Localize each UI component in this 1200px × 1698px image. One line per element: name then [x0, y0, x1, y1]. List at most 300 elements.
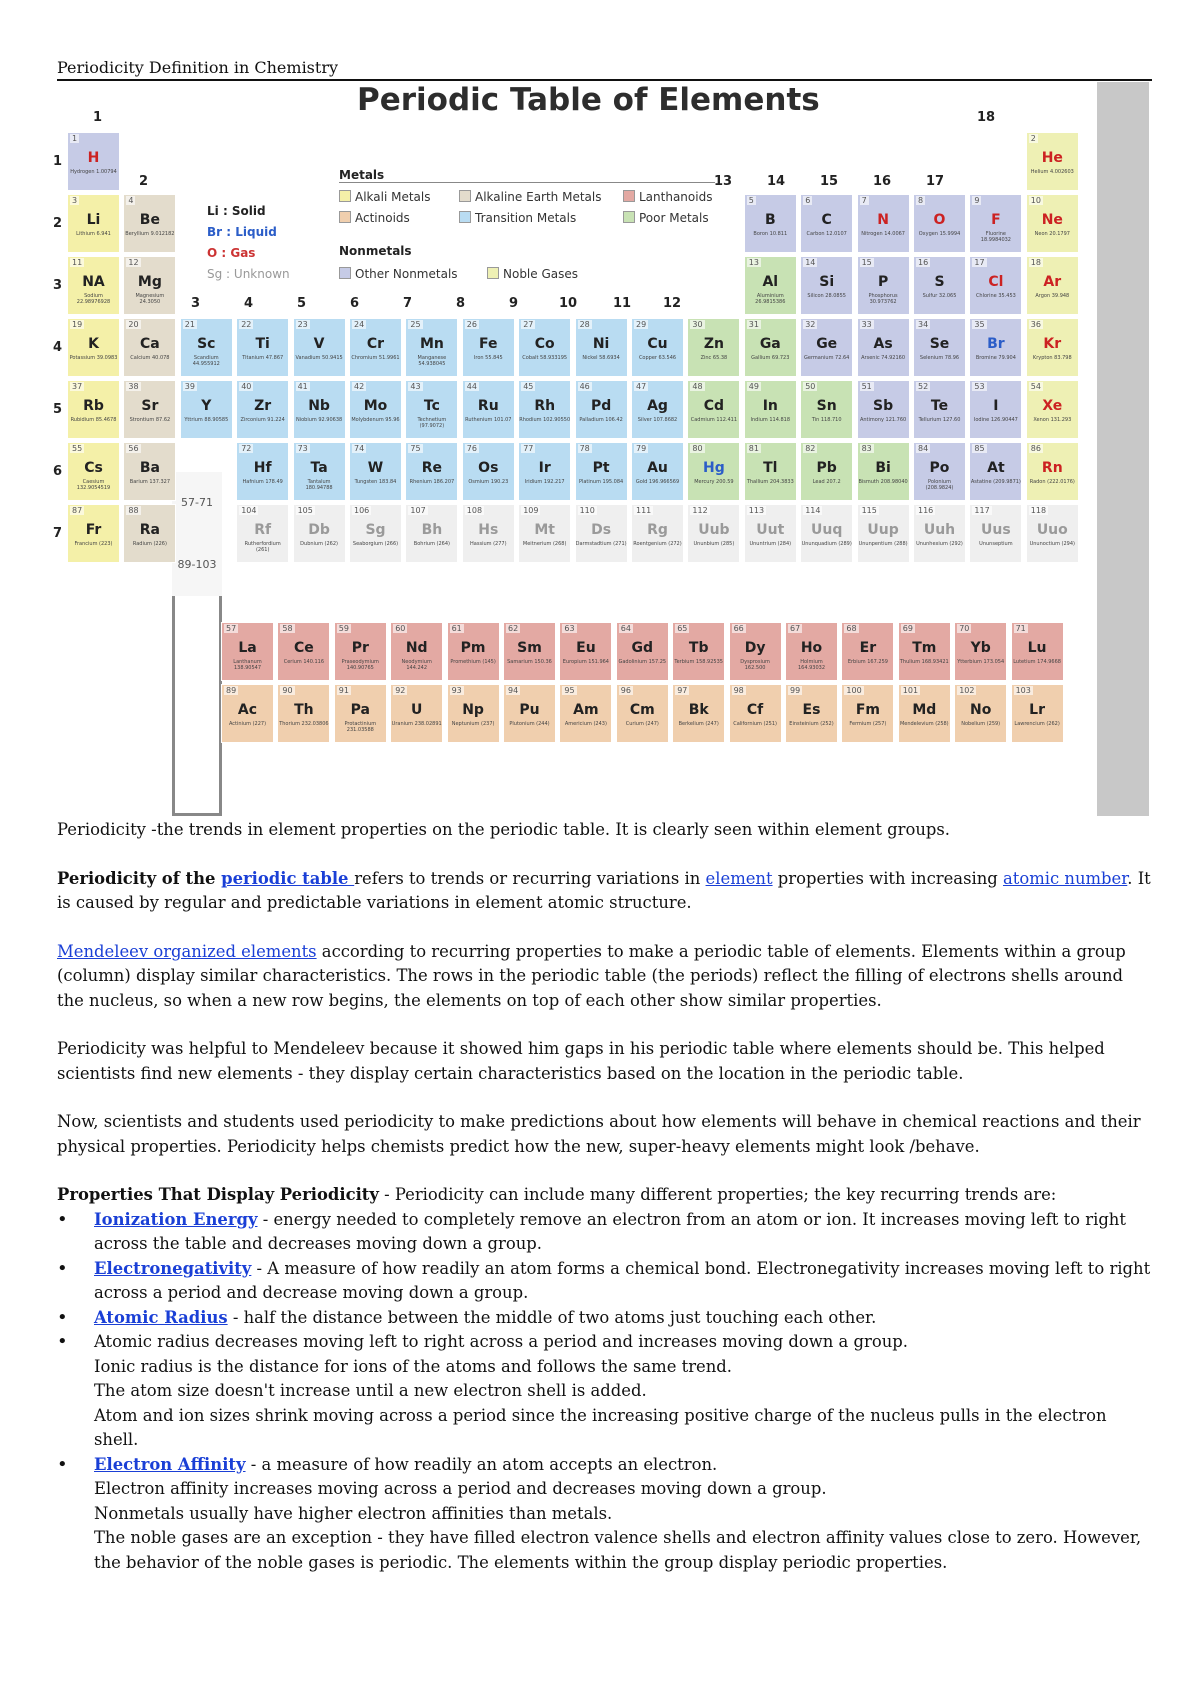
element-name: Silicon 28.0855 [807, 293, 846, 299]
element-name: Erbium 167.259 [847, 659, 888, 665]
element-symbol: NA [82, 274, 105, 290]
element-symbol: Tm [912, 640, 937, 656]
element-cell-db [293, 504, 346, 563]
period-label-4: 4 [53, 340, 63, 355]
atomic-number: 62 [508, 624, 519, 633]
legend-alkaline-earth: Alkaline Earth Metals [459, 190, 601, 204]
atomic-number: 26 [466, 320, 477, 329]
atomic-number: 90 [282, 686, 293, 695]
element-cell-hf [236, 442, 289, 501]
element-name: Terbium 158.92535 [674, 659, 723, 665]
element-name: Iron 55.845 [473, 355, 503, 361]
element-symbol: Ge [816, 336, 838, 352]
atomic-number: 23 [297, 320, 308, 329]
element-symbol: Md [912, 702, 937, 718]
atomic-number: 24 [354, 320, 365, 329]
legend-state-gas: O : Gas [207, 246, 256, 260]
group-label-14: 14 [767, 174, 786, 189]
element-symbol: Ir [538, 460, 551, 476]
element-cell-sg [349, 504, 402, 563]
atomic-number: 68 [846, 624, 857, 633]
element-symbol: At [987, 460, 1005, 476]
element-name: Europium 151.964 [562, 659, 609, 665]
element-symbol: Bk [688, 702, 709, 718]
atomic-number: 28 [579, 320, 590, 329]
element-cell-co [518, 318, 571, 377]
element-cell-ir [518, 442, 571, 501]
element-symbol: Mt [534, 522, 555, 538]
atomic-number: 4 [128, 196, 134, 205]
element-cell-md [898, 684, 951, 743]
atomic-number: 79 [636, 444, 647, 453]
element-symbol: Db [308, 522, 330, 538]
list-item-atomic-radius: • Atomic Radius - half the distance between the middle of two atoms just touching each other. [57, 1306, 1152, 1331]
atomic-number: 97 [677, 686, 688, 695]
element-symbol: Er [859, 640, 877, 656]
mendeleev-link[interactable]: Mendeleev organized elements [57, 941, 317, 961]
atomic-number: 113 [748, 506, 765, 515]
atomic-number: 82 [805, 444, 816, 453]
element-symbol: Sr [141, 398, 159, 414]
legend-metals-title: Metals [339, 168, 715, 183]
element-name: Einsteinium (252) [789, 721, 834, 727]
atomic-number: 43 [410, 382, 421, 391]
element-name: Thulium 168.93421 [899, 659, 949, 665]
element-cell-cr [349, 318, 402, 377]
element-cell-mt [518, 504, 571, 563]
element-cell-ne [1026, 194, 1079, 253]
body-text [57, 818, 1152, 1575]
element-cell-br [969, 318, 1022, 377]
legend-transition-metals: Transition Metals [459, 211, 576, 225]
element-cell-mn [405, 318, 458, 377]
element-symbol: Uuq [811, 522, 843, 538]
atomic-number: 88 [128, 506, 139, 515]
element-name: Radon (222.0176) [1029, 479, 1075, 485]
element-name: Vanadium 50.9415 [295, 355, 343, 361]
element-symbol: Ds [591, 522, 612, 538]
atomic-number: 67 [790, 624, 801, 633]
element-name: Berkelium (247) [678, 721, 719, 727]
atomic-number: 66 [733, 624, 744, 633]
element-cell-y [180, 380, 233, 439]
element-symbol: Ne [1041, 212, 1063, 228]
atomic-number: 72 [241, 444, 252, 453]
element-name: Astatine (209.9871) [970, 479, 1021, 485]
paragraph-mendeleev: Mendeleev organized elements according to recurring properties to make a periodic table of elements. Elements within a group (column) display similar characteristics. The rows in the periodic table (the periods) reflect the filling of electrons shells around the nucleus, so when a new row begins, the elements on top of each other show similar properties. [57, 941, 1126, 1010]
element-name: Rhenium 186.207 [409, 479, 455, 485]
element-symbol: Sc [197, 336, 216, 352]
element-symbol: Cd [703, 398, 725, 414]
element-cell-cm [616, 684, 669, 743]
element-cell-pm [447, 622, 500, 681]
atomic-number: 32 [805, 320, 816, 329]
element-symbol: Mo [363, 398, 388, 414]
element-cell-ho [785, 622, 838, 681]
element-name: Zirconium 91.224 [240, 417, 285, 423]
properties-list [57, 1208, 1152, 1576]
element-cell-po [913, 442, 966, 501]
element-symbol: U [411, 702, 423, 718]
group-label-6: 6 [350, 296, 360, 311]
element-symbol: H [87, 150, 100, 166]
atomic-number: 94 [508, 686, 519, 695]
atomic-number: 48 [692, 382, 703, 391]
element-cell-li [67, 194, 120, 253]
atomic-number: 22 [241, 320, 252, 329]
element-cell-at [969, 442, 1022, 501]
element-symbol: Ra [139, 522, 160, 538]
element-cell-be [123, 194, 176, 253]
atomic-number: 106 [354, 506, 370, 515]
group-label-4: 4 [244, 296, 254, 311]
element-symbol: Al [762, 274, 779, 290]
element-name: Mendelevium (258) [899, 721, 949, 727]
element-symbol: Sn [816, 398, 837, 414]
electronegativity-link[interactable]: Electronegativity [94, 1258, 252, 1278]
element-cell-cs [67, 442, 120, 501]
element-name: Osmium 190.23 [468, 479, 509, 485]
element-name: Tantalum 180.94788 [305, 479, 333, 491]
element-symbol: Cr [366, 336, 385, 352]
element-cell-si [800, 256, 853, 315]
element-symbol: Rg [647, 522, 668, 538]
element-name: Argon 39.948 [1035, 293, 1070, 299]
element-cell-sr [123, 380, 176, 439]
element-name: Plutonium (244) [509, 721, 550, 727]
element-name: Ununbium (285) [693, 541, 735, 547]
ionization-energy-link[interactable]: Ionization Energy [94, 1209, 258, 1229]
element-name: Mercury 200.59 [694, 479, 734, 485]
element-cell-se [913, 318, 966, 377]
element-link[interactable]: element [705, 868, 773, 888]
element-symbol: Re [421, 460, 443, 476]
atomic-number: 8 [918, 196, 924, 205]
element-name: Promethium (145) [450, 659, 496, 665]
element-name: Bohrium (264) [413, 541, 450, 547]
atomic-number: 86 [1030, 444, 1041, 453]
element-name: Oxygen 15.9994 [918, 231, 961, 237]
atomic-number: 108 [466, 506, 483, 515]
element-cell-uuo [1026, 504, 1079, 563]
element-cell-w [349, 442, 402, 501]
element-cell-sm [503, 622, 556, 681]
element-cell-dy [729, 622, 782, 681]
element-symbol: I [993, 398, 999, 414]
element-cell-sc [180, 318, 233, 377]
element-symbol: Uus [981, 522, 1011, 538]
atomic-number: 42 [354, 382, 365, 391]
element-symbol: Ni [592, 336, 610, 352]
element-symbol: Ga [759, 336, 781, 352]
element-cell-ta [293, 442, 346, 501]
atomic-number: 91 [338, 686, 349, 695]
element-cell-pd [575, 380, 628, 439]
element-cell-nd [390, 622, 443, 681]
atomic-number: 1 [72, 134, 78, 143]
element-name: Californium (251) [733, 721, 777, 727]
atomic-number: 107 [410, 506, 426, 515]
element-name: Tungsten 183.84 [354, 479, 397, 485]
element-cell-xe [1026, 380, 1079, 439]
element-cell-uup [857, 504, 910, 563]
element-cell-uub [687, 504, 740, 563]
atomic-number: 47 [636, 382, 647, 391]
atomic-number: 99 [790, 686, 801, 695]
element-cell-na [67, 256, 120, 315]
atomic-number: 110 [579, 506, 595, 515]
atomic-radius-link[interactable]: Atomic Radius [94, 1307, 228, 1327]
atomic-number: 69 [902, 624, 913, 633]
element-cell-rh [518, 380, 571, 439]
element-symbol: Cu [647, 336, 668, 352]
element-symbol: Yb [970, 640, 991, 656]
element-symbol: Ac [237, 702, 258, 718]
element-cell-ce [277, 622, 330, 681]
atomic-number: 53 [974, 382, 985, 391]
element-cell-mg [123, 256, 176, 315]
element-symbol: Nd [405, 640, 428, 656]
element-cell-eu [559, 622, 612, 681]
element-cell-fr [67, 504, 120, 563]
element-cell-rg [631, 504, 684, 563]
atomic-number: 14 [805, 258, 816, 267]
element-symbol: C [821, 212, 832, 228]
element-name: Nitrogen 14.0067 [861, 231, 905, 237]
element-cell-tb [672, 622, 725, 681]
element-symbol: Au [647, 460, 668, 476]
atomic-number: 38 [128, 382, 139, 391]
element-symbol: Dy [744, 640, 766, 656]
group-label-2: 2 [139, 174, 149, 189]
atomic-number-link[interactable]: atomic number [1002, 868, 1128, 888]
element-cell-bh [405, 504, 458, 563]
atomic-number: 109 [523, 506, 539, 515]
atomic-number: 115 [861, 506, 877, 515]
element-name: Praseodymium 140.90765 [341, 659, 379, 671]
element-symbol: W [367, 460, 384, 476]
element-symbol: Uuo [1036, 522, 1068, 538]
atomic-number: 54 [1030, 382, 1041, 391]
element-symbol: Uuh [923, 522, 956, 538]
element-symbol: Rf [254, 522, 272, 538]
element-name: Helium 4.002603 [1030, 169, 1074, 175]
element-name: Scandium 44.955912 [192, 355, 220, 367]
element-symbol: P [877, 274, 889, 290]
element-name: Titanium 47.867 [242, 355, 284, 361]
element-name: Curium (247) [625, 721, 659, 727]
element-cell-hs [462, 504, 515, 563]
legend-poor-metals: Poor Metals [623, 211, 709, 225]
element-name: Ununoctium (294) [1029, 541, 1075, 547]
element-name: Strontium 87.62 [129, 417, 171, 423]
element-cell-os [462, 442, 515, 501]
element-symbol: Se [929, 336, 950, 352]
paragraph-predictions: Now, scientists and students used periodicity to make predictions about how elements will behave in chemical reactions and their physical properties. Periodicity helps chemists predict how the new, super-heavy elements might look /behave. [57, 1112, 1141, 1156]
element-cell-ra [123, 504, 176, 563]
atomic-number: 114 [805, 506, 821, 515]
group-label-13: 13 [714, 174, 733, 189]
element-cell-cf [729, 684, 782, 743]
group-label-16: 16 [873, 174, 892, 189]
element-name: Hydrogen 1.00794 [70, 169, 117, 175]
element-cell-te [913, 380, 966, 439]
element-name: Francium (223) [74, 541, 113, 547]
element-symbol: Os [478, 460, 499, 476]
atomic-number: 6 [805, 196, 811, 205]
atomic-number: 70 [959, 624, 970, 633]
element-cell-tl [744, 442, 797, 501]
element-name: Darmstadtium (271) [575, 541, 627, 547]
element-name: Rubidium 85.4678 [70, 417, 117, 423]
atomic-number: 25 [410, 320, 421, 329]
element-cell-al [744, 256, 797, 315]
element-cell-o [913, 194, 966, 253]
legend-actinoids: Actinoids [339, 211, 410, 225]
element-name: Sodium 22.98976928 [76, 293, 111, 305]
element-cell-np [447, 684, 500, 743]
element-symbol: Fr [85, 522, 102, 538]
element-symbol: Uup [867, 522, 899, 538]
figure-gray-margin [1097, 82, 1149, 816]
element-name: Ytterbium 173.054 [957, 659, 1005, 665]
element-symbol: Cm [629, 702, 655, 718]
element-cell-zn [687, 318, 740, 377]
atomic-number: 19 [72, 320, 83, 329]
atomic-number: 96 [620, 686, 631, 695]
element-name: Ununquadium (289) [801, 541, 852, 547]
element-symbol: Mn [419, 336, 444, 352]
element-name: Niobium 92.90638 [295, 417, 343, 423]
element-cell-uuq [800, 504, 853, 563]
period-label-5: 5 [53, 402, 63, 417]
atomic-number: 35 [974, 320, 985, 329]
element-symbol: Ru [477, 398, 499, 414]
element-symbol: Cl [988, 274, 1004, 290]
legend-noble-gases: Noble Gases [487, 267, 578, 281]
atomic-number: 98 [733, 686, 744, 695]
atomic-number: 9 [974, 196, 980, 205]
element-cell-pa [334, 684, 387, 743]
atomic-number: 116 [918, 506, 934, 515]
element-cell-fe [462, 318, 515, 377]
element-symbol: Bi [875, 460, 891, 476]
element-symbol: Tl [763, 460, 778, 476]
element-symbol: Uub [698, 522, 730, 538]
element-symbol: Li [86, 212, 101, 228]
atomic-number: 21 [184, 320, 195, 329]
page-header: Periodicity Definition in Chemistry [57, 58, 1152, 81]
atomic-number: 46 [579, 382, 590, 391]
element-symbol: Gd [631, 640, 654, 656]
atomic-number: 49 [748, 382, 759, 391]
group-label-15: 15 [820, 174, 839, 189]
element-symbol: Pb [816, 460, 837, 476]
element-name: Dysprosium 162.500 [740, 659, 770, 671]
element-symbol: Sg [365, 522, 386, 538]
element-cell-pb [800, 442, 853, 501]
element-symbol: Kr [1043, 336, 1062, 352]
atomic-number: 37 [72, 382, 83, 391]
lanthanoid-range-label: 57-71 [172, 472, 222, 534]
atomic-number: 7 [861, 196, 867, 205]
element-symbol: Pa [350, 702, 370, 718]
element-name: Samarium 150.36 [507, 659, 552, 665]
element-name: Lithium 6.941 [76, 231, 111, 237]
atomic-number: 3 [72, 196, 78, 205]
list-item-radius-trends: • Atomic radius decreases moving left to right across a period and increases moving down a group. Ionic radius is the distance for ions of the atoms and follows the same trend. The atom size doesn't increase until a new electron shell is added. Atom and ion sizes shrink moving across a period since the increasing positive charge of the nucleus pulls in the electron shell. [57, 1330, 1152, 1453]
element-cell-cu [631, 318, 684, 377]
element-name: Thallium 204.3833 [746, 479, 794, 485]
element-symbol: N [877, 212, 889, 228]
atomic-number: 56 [128, 444, 139, 453]
periodic-table-link[interactable]: periodic table [221, 868, 355, 888]
atomic-number: 61 [451, 624, 462, 633]
element-name: Bismuth 208.98040 [858, 479, 908, 485]
atomic-number: 103 [1015, 686, 1031, 695]
element-cell-er [841, 622, 894, 681]
element-symbol: Ag [647, 398, 668, 414]
element-cell-re [405, 442, 458, 501]
element-name: Barium 137.327 [129, 479, 171, 485]
element-name: Technetium (97.9072) [417, 417, 447, 429]
element-cell-b [744, 194, 797, 253]
atomic-number: 20 [128, 320, 139, 329]
element-cell-h [67, 132, 120, 191]
element-cell-au [631, 442, 684, 501]
element-symbol: K [88, 336, 99, 352]
element-cell-tm [898, 622, 951, 681]
period-label-3: 3 [53, 278, 63, 293]
element-name: Manganese 54.938045 [417, 355, 447, 367]
element-symbol: Eu [576, 640, 596, 656]
atomic-number: 89 [226, 686, 237, 695]
element-name: Chromium 51.9961 [351, 355, 400, 361]
atomic-number: 83 [861, 444, 872, 453]
group-label-8: 8 [456, 296, 466, 311]
element-name: Potassium 39.0983 [69, 355, 118, 361]
element-name: Cerium 140.116 [283, 659, 325, 665]
element-name: Nickel 58.6934 [582, 355, 620, 361]
atomic-number: 50 [805, 382, 816, 391]
element-cell-lr [1011, 684, 1064, 743]
element-cell-as [857, 318, 910, 377]
element-name: Meitnerium (268) [522, 541, 567, 547]
element-symbol: Y [201, 398, 212, 414]
element-name: Iridium 192.217 [524, 479, 565, 485]
element-symbol: Cf [746, 702, 764, 718]
element-symbol: He [1041, 150, 1063, 166]
atomic-number: 77 [523, 444, 534, 453]
element-cell-mo [349, 380, 402, 439]
element-cell-ga [744, 318, 797, 377]
atomic-number: 71 [1015, 624, 1026, 633]
element-symbol: Hg [703, 460, 725, 476]
element-name: Holmium 164.93032 [797, 659, 826, 671]
electron-affinity-link[interactable]: Electron Affinity [94, 1454, 246, 1474]
atomic-number: 64 [620, 624, 631, 633]
atomic-number: 40 [241, 382, 252, 391]
element-symbol: As [873, 336, 893, 352]
legend-nonmetals-title: Nonmetals [339, 244, 412, 258]
element-symbol: B [764, 212, 776, 228]
element-name: Germanium 72.64 [804, 355, 850, 361]
element-name: Cadmium 112.411 [690, 417, 738, 423]
element-symbol: Nb [308, 398, 330, 414]
element-cell-f [969, 194, 1022, 253]
atomic-number: 105 [297, 506, 313, 515]
atomic-number: 13 [748, 258, 759, 267]
